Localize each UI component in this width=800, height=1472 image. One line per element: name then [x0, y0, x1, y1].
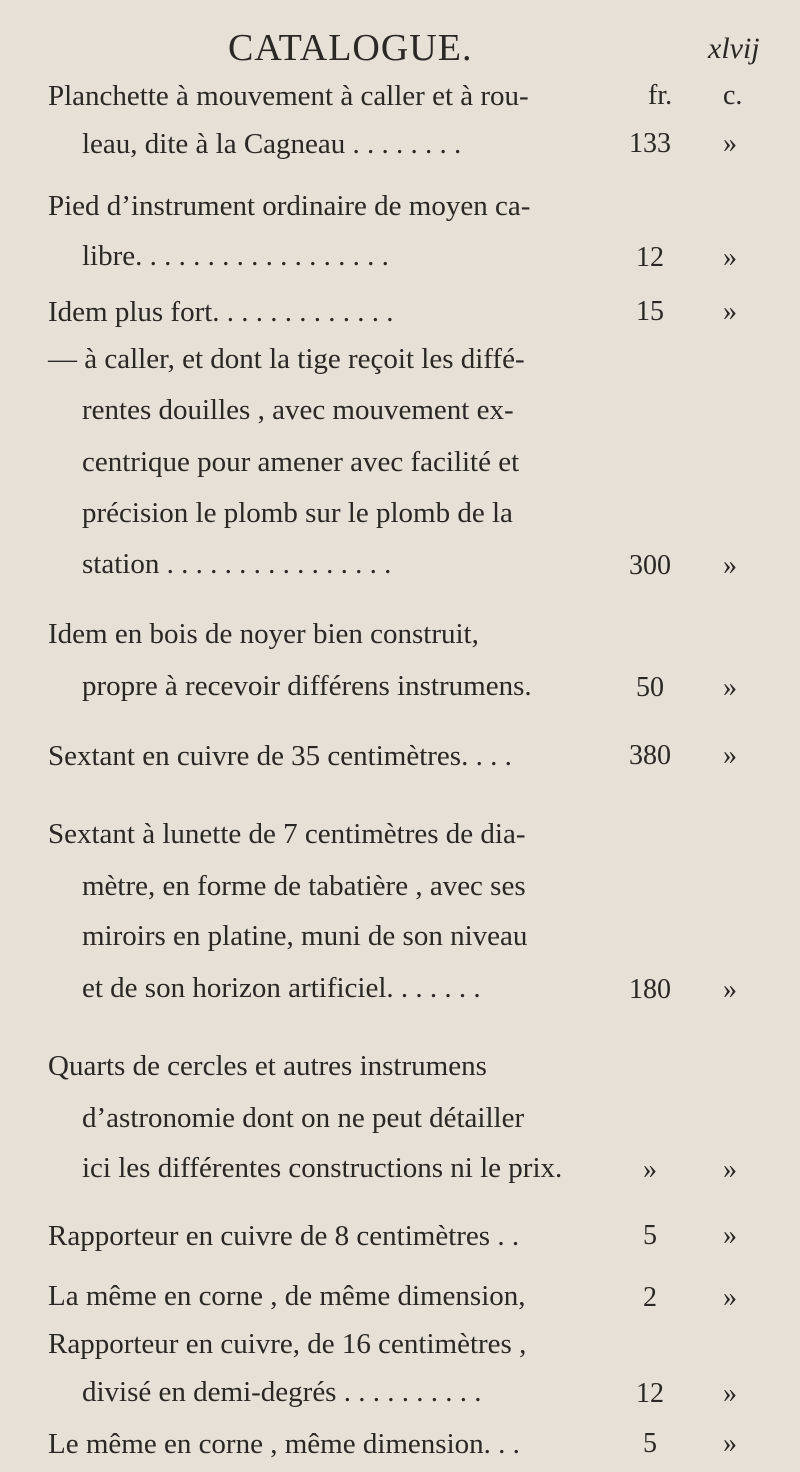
entry-line: Idem plus fort. . . . . . . . . . . . .: [48, 296, 394, 328]
price-francs: 2: [643, 1282, 657, 1313]
price-centimes: »: [723, 974, 737, 1005]
entry-line: rentes douilles , avec mouvement ex-: [82, 394, 514, 426]
entry-line: Rapporteur en cuivre de 8 centimètres . .: [48, 1220, 520, 1252]
price-francs: 380: [629, 740, 671, 771]
entry-line: ici les différentes constructions ni le prix.: [82, 1152, 563, 1184]
price-francs: 133: [629, 128, 671, 159]
price-francs: 5: [643, 1428, 657, 1459]
entry-line: mètre, en forme de tabatière , avec ses: [82, 870, 526, 902]
entry-line: leau, dite à la Cagneau . . . . . . . .: [82, 128, 462, 160]
entry-line: Planchette à mouvement à caller et à rou-: [48, 80, 529, 112]
price-francs: 300: [629, 550, 671, 581]
entry-line: d’astronomie dont on ne peut détailler: [82, 1102, 525, 1134]
entry-line: Idem en bois de noyer bien construit,: [48, 618, 479, 650]
price-francs: 15: [636, 296, 664, 327]
entry-line: précision le plomb sur le plomb de la: [82, 497, 513, 529]
page-number: xlvij: [708, 32, 760, 65]
price-centimes: »: [723, 672, 737, 703]
entry-line: Sextant à lunette de 7 centimètres de dia-: [48, 818, 526, 850]
page-title: CATALOGUE.: [228, 27, 473, 69]
column-header-francs: fr.: [648, 80, 673, 111]
entry-line: — à caller, et dont la tige reçoit les diffé-: [48, 343, 525, 375]
entry-line: propre à recevoir différens instrumens.: [82, 670, 532, 702]
entry-line: libre. . . . . . . . . . . . . . . . . .: [82, 240, 389, 272]
price-francs: 5: [643, 1220, 657, 1251]
entry-line: Sextant en cuivre de 35 centimètres. . . .: [48, 740, 512, 772]
price-centimes: »: [723, 128, 737, 159]
price-centimes: »: [723, 740, 737, 771]
price-francs: 50: [636, 672, 664, 703]
price-francs: 12: [636, 1378, 664, 1409]
price-francs: »: [643, 1154, 657, 1185]
entry-line: Le même en corne , même dimension. . .: [48, 1428, 520, 1460]
entry-line: Pied d’instrument ordinaire de moyen ca-: [48, 190, 531, 222]
entry-line: et de son horizon artificiel. . . . . . .: [82, 972, 481, 1004]
entry-line: divisé en demi-degrés . . . . . . . . . .: [82, 1376, 482, 1408]
entry-line: centrique pour amener avec facilité et: [82, 446, 520, 478]
entry-line: station . . . . . . . . . . . . . . . .: [82, 548, 392, 580]
price-centimes: »: [723, 296, 737, 327]
price-centimes: »: [723, 1428, 737, 1459]
price-francs: 180: [629, 974, 671, 1005]
entry-line: miroirs en platine, muni de son niveau: [82, 920, 528, 952]
price-centimes: »: [723, 1378, 737, 1409]
price-centimes: »: [723, 1282, 737, 1313]
entry-line: Rapporteur en cuivre, de 16 centimètres ,: [48, 1328, 527, 1360]
price-francs: 12: [636, 242, 664, 273]
entry-line: La même en corne , de même dimension,: [48, 1280, 526, 1312]
price-centimes: »: [723, 1220, 737, 1251]
price-centimes: »: [723, 550, 737, 581]
price-centimes: »: [723, 242, 737, 273]
price-centimes: »: [723, 1154, 737, 1185]
entry-line: Quarts de cercles et autres instrumens: [48, 1050, 487, 1082]
column-header-centimes: c.: [723, 80, 743, 111]
